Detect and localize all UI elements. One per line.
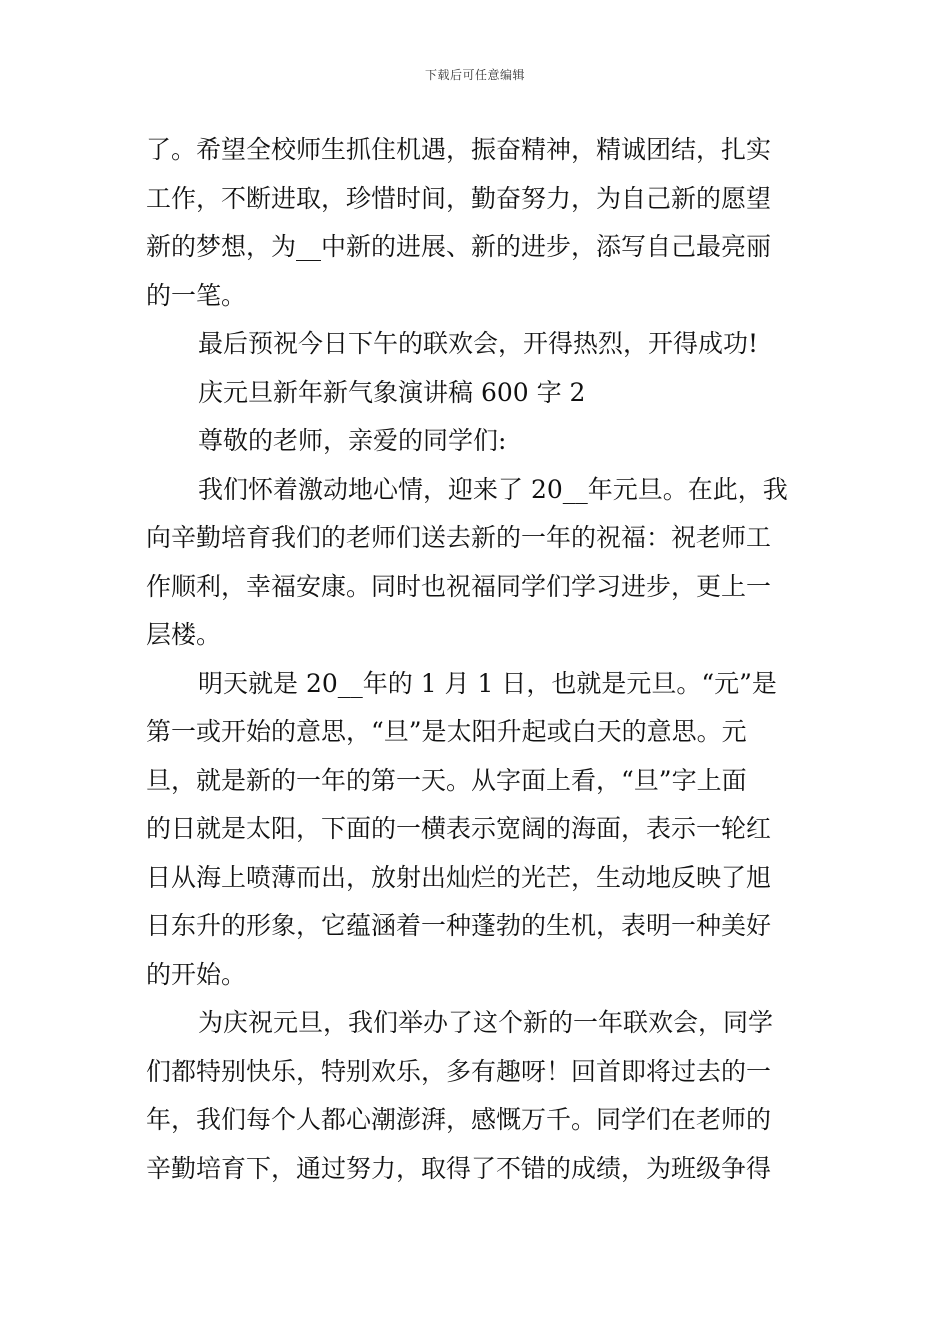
text-line: 我们怀着激动地心情，迎来了 20__年元旦。在此，我 xyxy=(198,474,788,504)
text-line: 庆元旦新年新气象演讲稿 600 字 2 xyxy=(198,377,586,407)
text-line: 年，我们每个人都心潮澎湃，感慨万千。同学们在老师的 xyxy=(146,1105,772,1134)
text-line: 的开始。 xyxy=(146,959,247,989)
text-line: 新的梦想，为__中新的进展、新的进步，添写自己最亮丽 xyxy=(146,232,772,261)
text-line: 第一或开始的意思，“旦”是太阳升起或白天的意思。元 xyxy=(146,717,747,746)
salutation xyxy=(146,417,808,466)
text-line: 的一笔。 xyxy=(146,280,247,310)
text-line: 日东升的形象，它蕴涵着一种蓬勃的生机，表明一种美好 xyxy=(146,911,772,940)
page-header: 下载后可任意编辑 xyxy=(424,68,525,82)
text-line: 们都特别快乐，特别欢乐，多有趣呀！回首即将过去的一 xyxy=(146,1056,772,1086)
document-body xyxy=(146,126,808,1193)
text-line: 向辛勤培育我们的老师们送去新的一年的祝福：祝老师工 xyxy=(146,523,772,552)
text-line: 日从海上喷薄而出，放射出灿烂的光芒，生动地反映了旭 xyxy=(146,862,772,892)
text-line: 的日就是太阳，下面的一横表示宽阔的海面，表示一轮红 xyxy=(146,814,772,843)
paragraph xyxy=(146,126,808,320)
paragraph xyxy=(146,320,808,369)
text-line: 作顺利，幸福安康。同时也祝福同学们学习进步，更上一 xyxy=(146,571,772,601)
text-line: 旦，就是新的一年的第一天。从字面上看，“旦”字上面 xyxy=(146,765,747,795)
text-line: 最后预祝今日下午的联欢会，开得热烈，开得成功! xyxy=(198,329,759,358)
paragraph xyxy=(146,660,808,1000)
text-line: 了。希望全校师生抓住机遇，振奋精神，精诚团结，扎实 xyxy=(146,135,772,164)
paragraph xyxy=(146,999,808,1193)
section-title xyxy=(146,369,808,418)
text-line: 辛勤培育下，通过努力，取得了不错的成绩，为班级争得 xyxy=(146,1153,772,1183)
text-line: 工作，不断进取，珍惜时间，勤奋努力，为自己新的愿望 xyxy=(146,183,772,213)
text-line: 尊敬的老师，亲爱的同学们: xyxy=(198,426,507,455)
text-line: 为庆祝元旦，我们举办了这个新的一年联欢会，同学 xyxy=(198,1008,774,1037)
text-line: 明天就是 20__年的 1 月 1 日，也就是元旦。“元”是 xyxy=(198,668,777,698)
text-line: 层楼。 xyxy=(146,620,222,649)
paragraph xyxy=(146,466,808,660)
